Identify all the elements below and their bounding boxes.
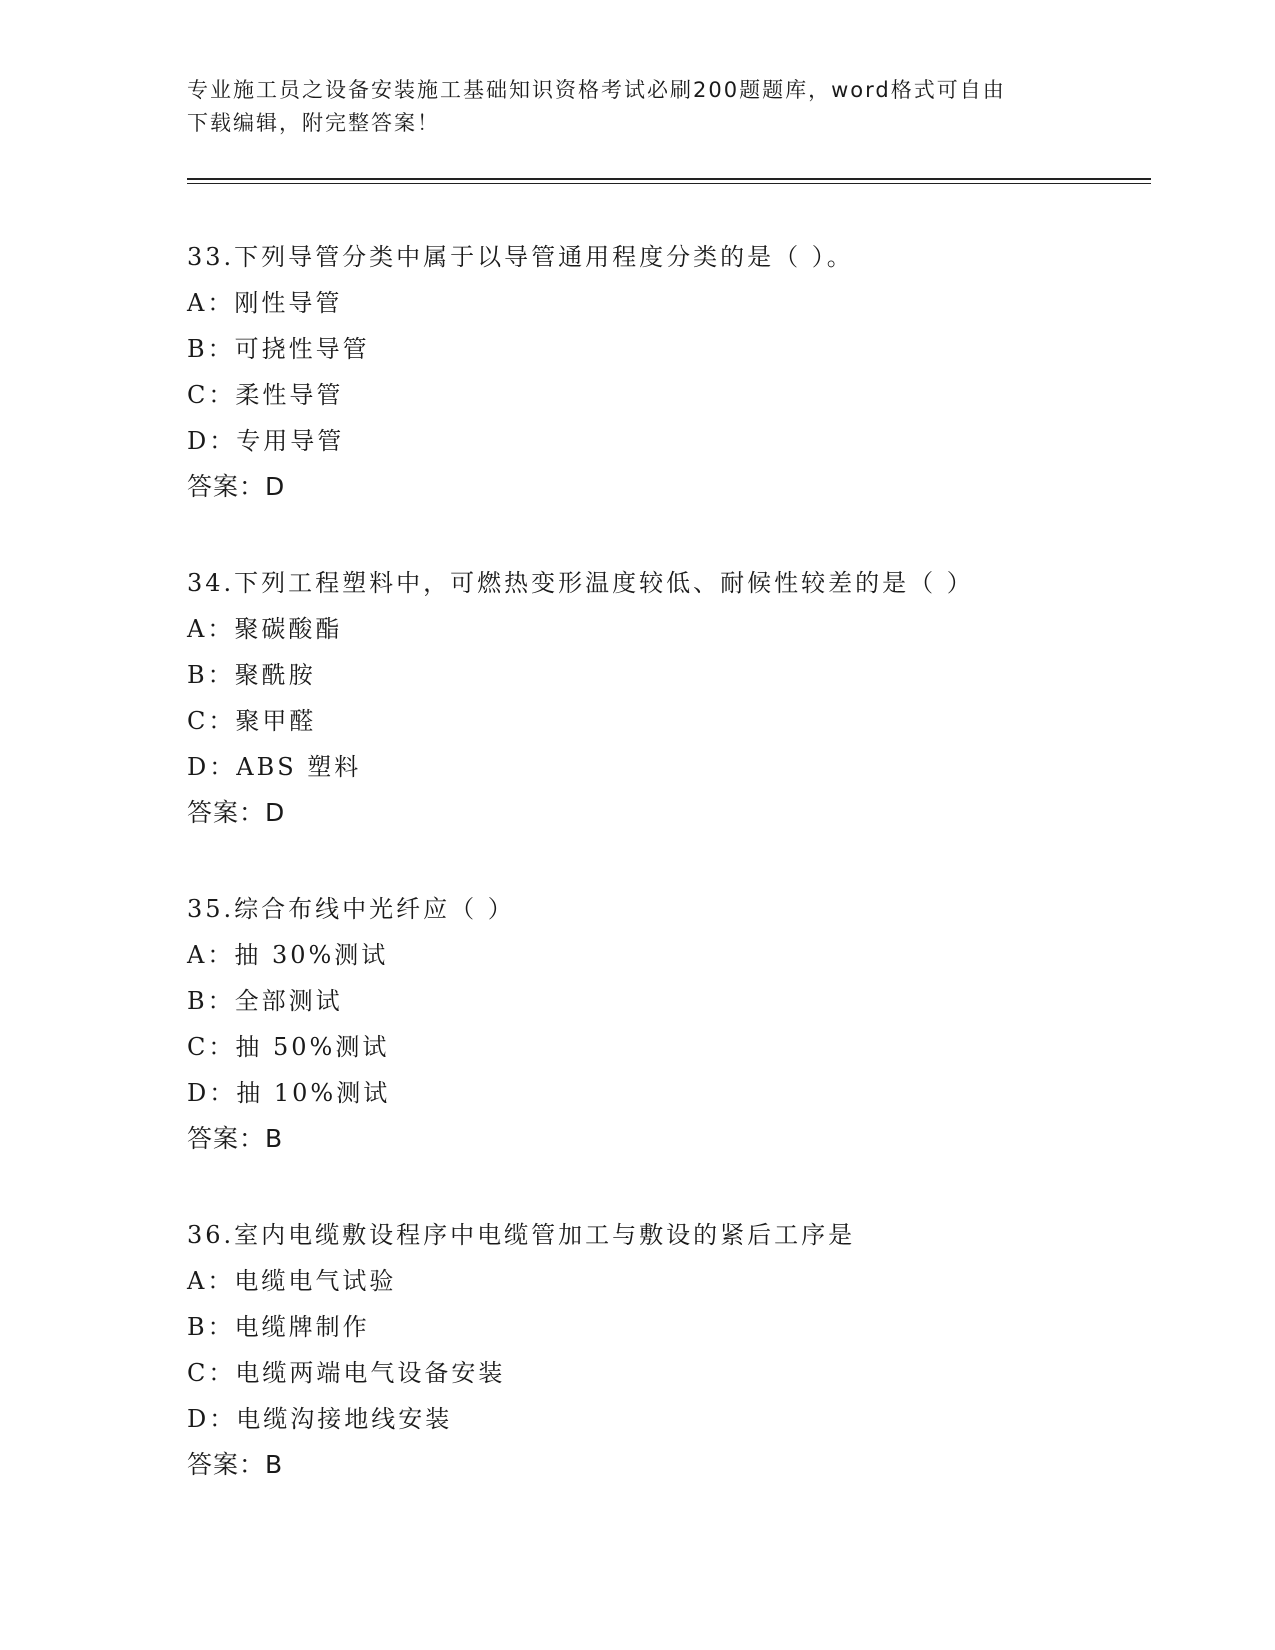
answer-line: 答案：B — [187, 1124, 284, 1153]
option-b: B：电缆牌制作 — [187, 1313, 370, 1341]
header-line-2: 下载编辑，附完整答案！ — [187, 111, 440, 135]
option-a: A：聚碳酸酯 — [187, 615, 343, 643]
question-stem: 36.室内电缆敷设程序中电缆管加工与敷设的紧后工序是 — [187, 1221, 856, 1249]
option-b: B：全部测试 — [187, 987, 343, 1015]
option-c: C：柔性导管 — [187, 381, 344, 409]
header-divider-thick — [187, 178, 1151, 180]
document-header — [187, 74, 1087, 140]
question-block — [187, 234, 1137, 510]
option-a: A：电缆电气试验 — [187, 1267, 397, 1295]
question-stem: 34.下列工程塑料中，可燃热变形温度较低、耐候性较差的是（ ） — [187, 569, 974, 597]
answer-line: 答案：D — [187, 472, 286, 501]
answer-line: 答案：D — [187, 798, 286, 827]
option-c: C：聚甲醛 — [187, 707, 317, 735]
answer-line: 答案：B — [187, 1450, 284, 1479]
header-line-1: 专业施工员之设备安装施工基础知识资格考试必刷200题题库，word格式可自由 — [187, 78, 1006, 102]
option-b: B：可挠性导管 — [187, 335, 370, 363]
option-c: C：电缆两端电气设备安装 — [187, 1359, 506, 1387]
option-d: D：抽 10%测试 — [187, 1079, 391, 1107]
option-a: A：抽 30%测试 — [187, 941, 389, 969]
option-b: B：聚酰胺 — [187, 661, 316, 689]
question-list — [187, 234, 1137, 1538]
question-block — [187, 1212, 1137, 1488]
option-d: D：电缆沟接地线安装 — [187, 1405, 453, 1433]
header-divider-thin — [187, 183, 1151, 184]
option-d: D：ABS 塑料 — [187, 753, 362, 781]
option-d: D：专用导管 — [187, 427, 345, 455]
option-c: C：抽 50%测试 — [187, 1033, 390, 1061]
question-stem: 33.下列导管分类中属于以导管通用程度分类的是（ ）。 — [187, 243, 854, 271]
option-a: A：刚性导管 — [187, 289, 343, 317]
question-block — [187, 886, 1137, 1162]
question-stem: 35.综合布线中光纤应（ ） — [187, 895, 515, 923]
question-block — [187, 560, 1137, 836]
